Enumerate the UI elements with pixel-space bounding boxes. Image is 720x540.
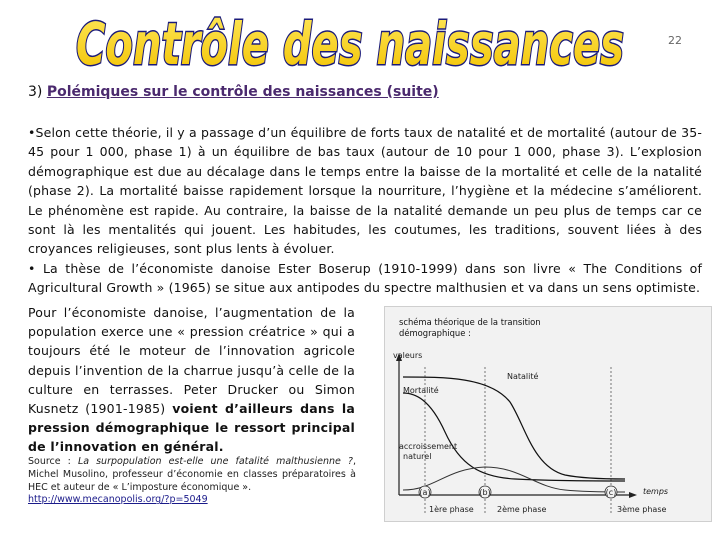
body-paragraphs — [28, 123, 702, 298]
label-accroissement-2: naturel — [403, 452, 432, 461]
label-natalite: Natalité — [507, 372, 539, 381]
mortalite-curve — [403, 393, 625, 481]
phase-1-label: 1ère phase — [429, 505, 474, 514]
y-axis-label: valeurs — [393, 351, 423, 360]
page-number: 22 — [668, 34, 682, 47]
x-axis-arrow-icon — [629, 492, 637, 498]
section-number: 3) — [28, 84, 43, 100]
phase-2-label: 2ème phase — [497, 505, 547, 514]
marker-b: (b) — [479, 488, 491, 497]
transition-diagram — [384, 306, 712, 522]
marker-c: (c) — [605, 488, 617, 497]
label-mortalite: Mortalité — [403, 386, 439, 395]
source-citation — [28, 456, 356, 507]
source-rest: , Michel Musolino, professeur d’économie en classes préparatoires à HEC et auteur de « L’imposture économique ». — [28, 456, 357, 493]
x-axis-label: temps — [643, 487, 669, 496]
explanation-text: Pour l’économiste danoise, l’augmentation de la population exerce une « pression créatrice » qui a toujours été le moteur de l’innovation agricole depuis l’invention de la charrue jusqu’à celle de la culture en terrasses. Peter Drucker ou Simon Kusnetz (1901-1985) — [28, 305, 355, 417]
explanation-bold-text: voient d’ailleurs dans la pression démographique le ressort principal de l’innovation en général. — [28, 401, 355, 455]
paragraph-transition-theory: •Selon cette théorie, il y a passage d’un équilibre de forts taux de natalité et de mortalité (autour de 35-45 pour 1 000, phase 1) à un équilibre de bas taux (autour de 10 pour 1 000, phase 3). L’explosion démographique est due au décalage dans le temps entre la baisse de la mortalité et celle de la natalité (phase 2). La mortalité baisse rapidement lorsque la nourriture, l’hygiène et la médecine s’améliorent. Le phénomène est rapide. Au contraire, la baisse de la natalité demande un peu plus de temps car ce sont là les mentalités qui jouent. Les habitudes, les coutumes, les traditions, souvent liées à des croyances religieuses, sont plus lents à évoluer. — [28, 125, 702, 257]
boserup-explanation — [28, 303, 355, 457]
section-heading — [28, 84, 439, 100]
source-link[interactable]: http://www.mecanopolis.org/?p=5049 — [28, 494, 208, 506]
source-title: La surpopulation est-elle une fatalité malthusienne ? — [77, 456, 353, 467]
diagram-title-line1: schéma théorique de la transition — [399, 317, 541, 327]
label-accroissement-1: accroissement — [399, 442, 458, 451]
section-heading-text: Polémiques sur le contrôle des naissances (suite) — [46, 84, 439, 100]
phase-3-label: 3ème phase — [617, 505, 667, 514]
title-text: Contrôle des naissances — [76, 10, 624, 76]
paragraph-boserup: • La thèse de l’économiste danoise Ester Boserup (1910-1999) dans son livre « The Conditions of Agricultural Growth » (1965) se situe aux antipodes du spectre malthusien et va dans un sens optimiste. — [28, 260, 702, 296]
slide-title — [70, 4, 630, 76]
marker-a: (a) — [419, 488, 431, 497]
source-prefix: Source : — [28, 456, 78, 467]
diagram-title-line2: démographique : — [399, 328, 471, 338]
